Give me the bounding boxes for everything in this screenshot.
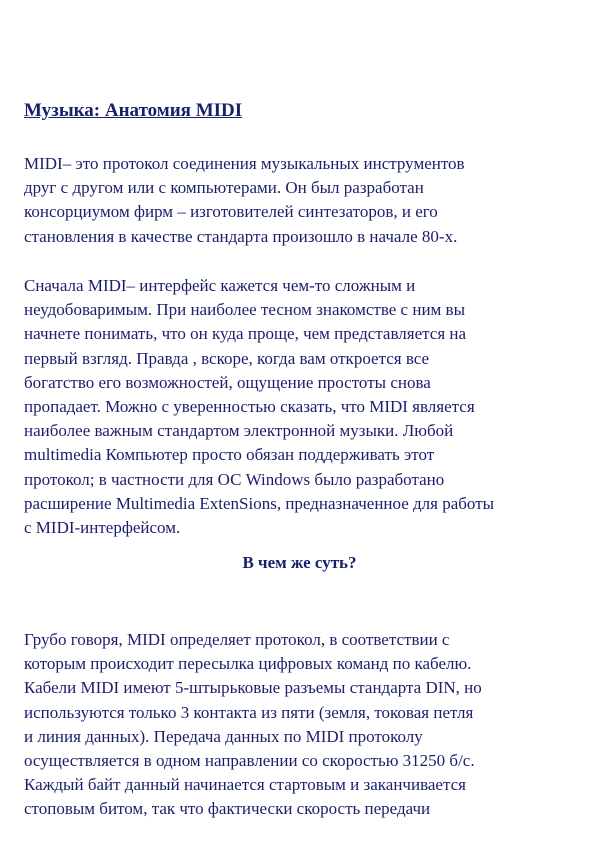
text-line: расширение Multimedia ExtenSions, предназначенное для работы — [24, 493, 495, 513]
text-line: консорциумом фирм – изготовителей синтезаторов, и его — [24, 202, 438, 222]
paragraph-intro — [24, 152, 579, 249]
text-line: и линия данных). Передача данных по MIDI протоколу — [24, 726, 423, 746]
paragraph-details — [24, 628, 579, 822]
text-line: пропадает. Можно с уверенностью сказать, что MIDI является — [24, 397, 475, 417]
text-line: богатство его возможностей, ощущение простоты снова — [24, 372, 431, 392]
text-line: MIDI– это протокол соединения музыкальных инструментов — [24, 154, 465, 173]
text-line: друг с другом или с компьютерами. Он был разработан — [24, 178, 424, 198]
text-line: неудобоваримым. При наиболее тесном знакомстве с ним вы — [24, 300, 466, 320]
text-line: которым происходит пересылка цифровых команд по кабелю. — [24, 654, 472, 674]
text-line: Грубо говоря, MIDI определяет протокол, в соответствии с — [24, 630, 450, 649]
document-title: Музыка: Анатомия MIDI — [24, 100, 243, 121]
text-line: Каждый байт данный начинается стартовым и заканчивается — [24, 775, 466, 795]
paragraph-overview — [24, 274, 579, 540]
text-line: Сначала MIDI– интерфейс кажется чем-то сложным и — [24, 276, 416, 295]
text-line: наиболее важным стандартом электронной музыки. Любой — [24, 421, 454, 441]
text-line: стоповым битом, так что фактически скорость передачи — [24, 799, 431, 819]
text-line: Кабели MIDI имеют 5-штырьковые разъемы стандарта DIN, но — [24, 678, 482, 698]
text-line: начнете понимать, что он куда проще, чем представляется на — [24, 324, 467, 344]
text-line: с MIDI-интерфейсом. — [24, 518, 181, 538]
text-line: первый взгляд. Правда , вскоре, когда вам откроется все — [24, 348, 430, 368]
section-heading: В чем же суть? — [242, 553, 357, 572]
text-line: становления в качестве стандарта произошло в начале 80-х. — [24, 226, 458, 246]
text-line: multimedia Компьютер просто обязан поддерживать этот — [24, 445, 435, 465]
text-line: осуществляется в одном направлении со скоростью 31250 б/с. — [24, 751, 475, 771]
text-line: протокол; в частности для ОС Windows было разработано — [24, 469, 445, 489]
text-line: используются только 3 контакта из пяти (земля, токовая петля — [24, 702, 474, 722]
